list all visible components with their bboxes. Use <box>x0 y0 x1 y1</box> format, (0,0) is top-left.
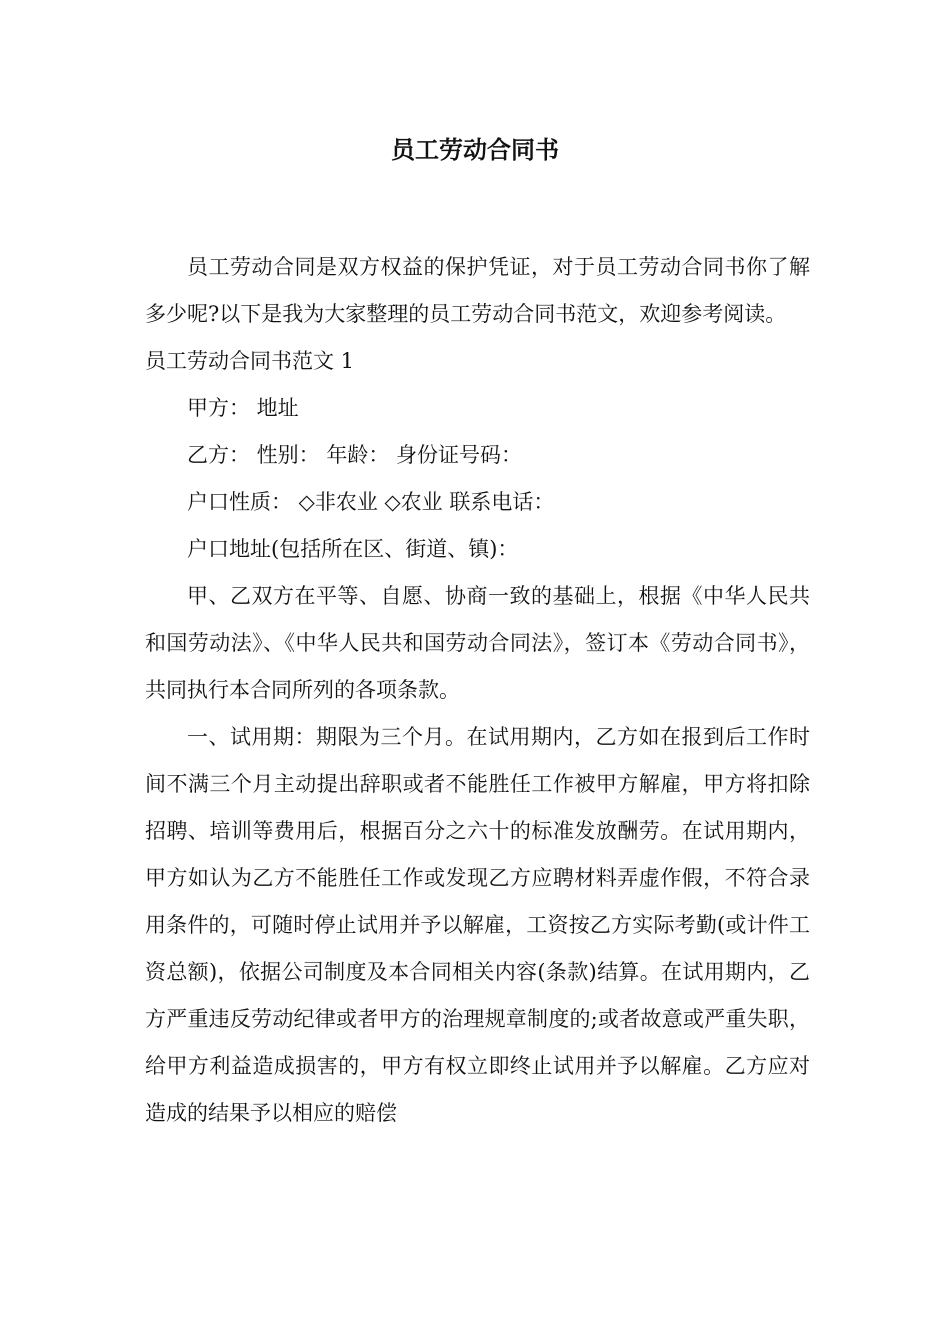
paragraph-party-b: 乙方： 性别： 年龄： 身份证号码： <box>187 443 523 467</box>
paragraph-party-a: 甲方： 地址 <box>187 396 299 420</box>
paragraph-household-type: 户口性质： ◇非农业 ◇农业 联系电话： <box>187 490 555 514</box>
document-title: 员工劳动合同书 <box>391 136 559 164</box>
paragraph-intro: 员工劳动合同是双方权益的保护凭证，对于员工劳动合同书你了解多少呢?以下是我为大家整理的员工劳动合同书范文，欢迎参考阅读。 <box>145 255 810 326</box>
paragraph-probation: 一、试用期：期限为三个月。在试用期内，乙方如在报到后工作时间不满三个月主动提出辞职或者不能胜任工作被甲方解雇，甲方将扣除招聘、培训等费用后，根据百分之六十的标准发放酬劳。在试用期内，甲方如认为乙方不能胜任工作或发现乙方应聘材料弄虚作假，不符合录用条件的，可随时停止试用并予以解雇，工资按乙方实际考勤(或计件工资总额)，依据公司制度及本合同相关内容(条款)结算。在试用期内，乙方严重违反劳动纪律或者甲方的治理规章制度的;或者故意或严重失职，给甲方利益造成损害的，甲方有权立即终止试用并予以解雇。乙方应对造成的结果予以相应的赔偿 <box>145 725 810 1125</box>
document-body <box>145 244 810 1137</box>
paragraph-agreement: 甲、乙双方在平等、自愿、协商一致的基础上，根据《中华人民共和国劳动法》、《中华人民共和国劳动合同法》，签订本《劳动合同书》，共同执行本合同所列的各项条款。 <box>145 584 810 702</box>
paragraph-household-address: 户口地址(包括所在区、街道、镇)： <box>187 537 519 561</box>
paragraph-sample-heading: 员工劳动合同书范文 1 <box>145 349 355 373</box>
